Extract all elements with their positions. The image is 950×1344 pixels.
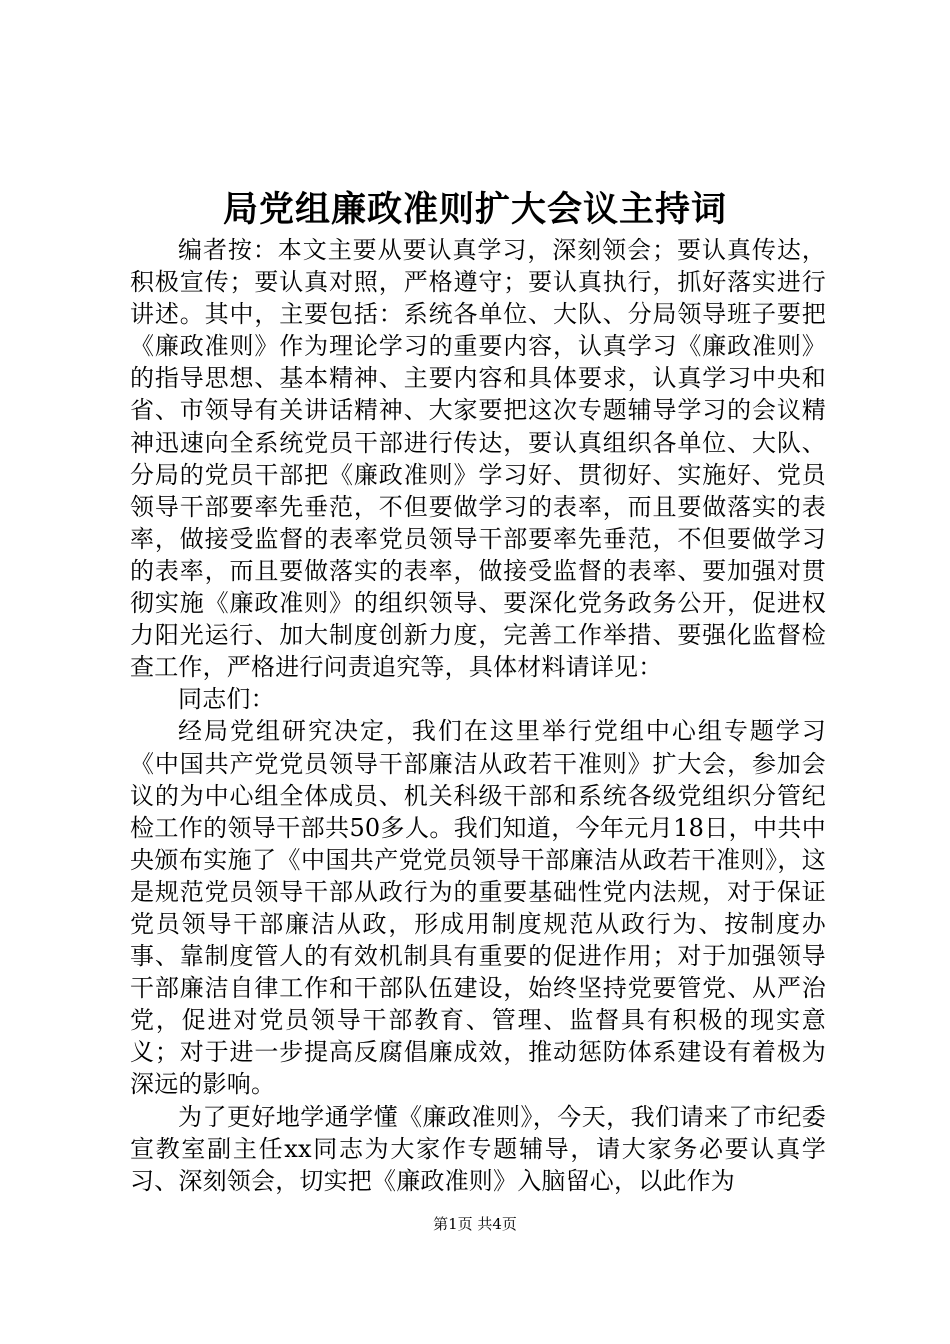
paragraph-meeting-intro: 经局党组研究决定，我们在这里举行党组中心组专题学习《中国共产党党员领导干部廉洁从政若干准则》扩大会，参加会议的为中心组全体成员、机关科级干部和系统各级党组织分管纪检工作的领导干部共50多人。我们知道，今年元月18日，中共中央颁布实施了《中国共产党党员领导干部廉洁从政若干准则》，这是规范党员领导干部从政行为的重要基础性党内法规，对于保证党员领导干部廉洁从政，形成用制度规范从政行为、按制度办事、靠制度管人的有效机制具有重要的促进作用；对于加强领导干部廉洁自律工作和干部队伍建设，始终坚持党要管党、从严治党，促进对党员领导干部教育、管理、监督具有积极的现实意义；对于进一步提高反腐倡廉成效，推动惩防体系建设有着极为深远的影响。 xyxy=(130,717,826,1099)
paragraph-guidance: 为了更好地学通学懂《廉政准则》，今天，我们请来了市纪委宣教室副主任xx同志为大家作专题辅导，请大家务必要认真学习、深刻领会，切实把《廉政准则》入脑留心，以此作为 xyxy=(130,1102,826,1195)
paragraph-editor-note: 编者按：本文主要从要认真学习，深刻领会；要认真传达，积极宣传；要认真对照，严格遵守；要认真执行，抓好落实进行讲述。其中，主要包括：系统各单位、大队、分局领导班子要把《廉政准则》作为理论学习的重要内容，认真学习《廉政准则》的指导思想、基本精神、主要内容和具体要求，认真学习中央和省、市领导有关讲话精神、大家要把这次专题辅导学习的会议精神迅速向全系统党员干部进行传达，要认真组织各单位、大队、分局的党员干部把《廉政准则》学习好、贯彻好、实施好、党员领导干部要率先垂范，不但要做学习的表率，而且要做落实的表率，做接受监督的表率党员领导干部要率先垂范，不但要做学习的表率，而且要做落实的表率，做接受监督的表率、要加强对贯彻实施《廉政准则》的组织领导、要深化党务政务公开，促进权力阳光运行、加大制度创新力度，完善工作举措、要强化监督检查工作，严格进行问责追究等，具体材料请详见： xyxy=(130,236,826,682)
document-body xyxy=(130,234,826,1197)
paragraph-salutation: 同志们： xyxy=(178,685,275,714)
page-number: 第1页 共4页 xyxy=(433,1215,517,1233)
document-title: 局党组廉政准则扩大会议主持词 xyxy=(222,189,727,230)
